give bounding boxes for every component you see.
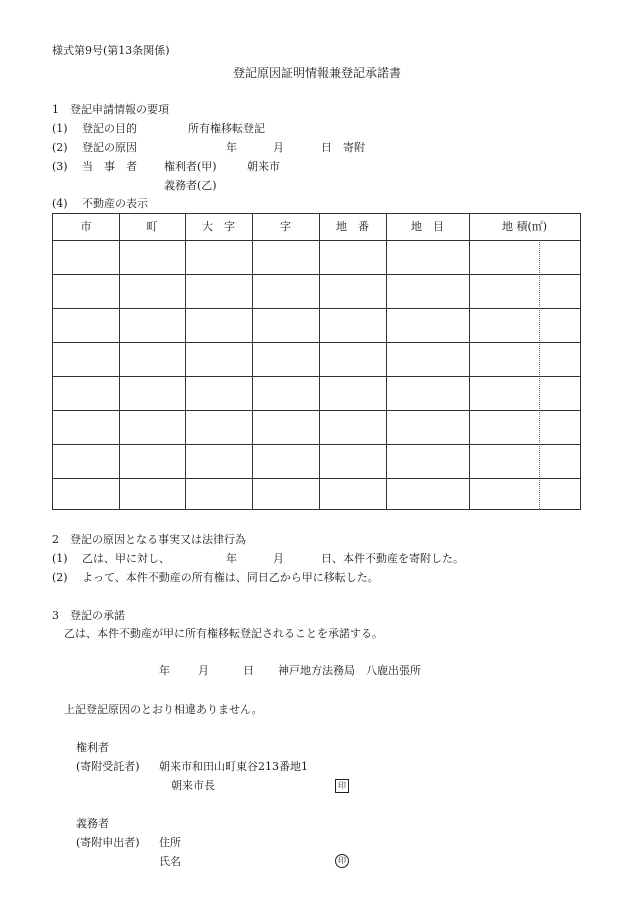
item4-num: (4): [52, 197, 68, 210]
table-col-divider: [185, 214, 186, 509]
obligor-label: 義務者: [76, 817, 109, 830]
header-town: 町: [146, 220, 158, 233]
table-row-divider: [53, 376, 580, 377]
item1-label: 登記の目的: [82, 122, 137, 135]
obligee-name: 朝来市長: [171, 779, 215, 792]
obligor-name-label: 氏名: [159, 855, 181, 868]
s2-item2-num: (2): [52, 571, 68, 584]
s2-item2-text: よって、本件不動産の所有権は、同日乙から甲に移転した。: [82, 571, 379, 584]
s2-item1-num: (1): [52, 552, 68, 565]
item4-label: 不動産の表示: [82, 197, 148, 210]
section3-heading: 3 登記の承諾: [52, 609, 125, 622]
date-month: 月: [198, 664, 209, 677]
item2-num: (2): [52, 141, 68, 154]
form-number: 様式第9号(第13条関係): [52, 44, 170, 57]
s2-item1-month: 月: [273, 552, 284, 565]
table-row-divider: [53, 240, 580, 241]
item1-num: (1): [52, 122, 68, 135]
table-col-divider: [252, 214, 253, 509]
table-dotted-divider: [539, 240, 540, 509]
table-row-divider: [53, 342, 580, 343]
section2-heading: 2 登記の原因となる事実又は法律行為: [52, 533, 246, 546]
table-col-divider: [319, 214, 320, 509]
party-a-label: 権利者(甲): [164, 160, 217, 173]
table-row-divider: [53, 308, 580, 309]
item2-year: 年: [226, 141, 237, 154]
party-b-label: 義務者(乙): [164, 179, 217, 192]
item3-label: 当 事 者: [82, 160, 137, 173]
obligee-label: 権利者: [76, 741, 109, 754]
party-a-value: 朝来市: [247, 160, 280, 173]
obligee-role: (寄附受託者): [76, 760, 140, 773]
header-city: 市: [80, 220, 92, 233]
confirmation-statement: 上記登記原因のとおり相違ありません。: [64, 703, 263, 716]
item2-day: 日: [321, 141, 332, 154]
s2-item1-year: 年: [226, 552, 237, 565]
table-row-divider: [53, 444, 580, 445]
obligor-role: (寄附申出者): [76, 836, 140, 849]
section1-heading: 1 登記申請情報の要項: [52, 103, 169, 116]
registry-office: 神戸地方法務局 八鹿出張所: [278, 664, 421, 677]
header-lot-number: 地 番: [336, 220, 369, 233]
s2-item1-part2: 日、本件不動産を寄附した。: [321, 552, 464, 565]
seal-circle-icon: 印: [335, 854, 349, 868]
item3-num: (3): [52, 160, 68, 173]
item2-value: 寄附: [343, 141, 365, 154]
obligor-address-label: 住所: [159, 836, 181, 849]
table-row-divider: [53, 478, 580, 479]
document-title: 登記原因証明情報兼登記承諾書: [233, 66, 402, 80]
item2-month: 月: [273, 141, 284, 154]
header-oaza: 大 字: [202, 220, 235, 233]
date-year: 年: [159, 664, 170, 677]
date-day: 日: [243, 664, 254, 677]
property-table: [52, 213, 581, 510]
obligee-address: 朝来市和田山町東谷213番地1: [159, 760, 308, 773]
item2-label: 登記の原因: [82, 141, 137, 154]
table-row-divider: [53, 410, 580, 411]
table-col-divider: [386, 214, 387, 509]
section3-text: 乙は、本件不動産が甲に所有権移転登記されることを承諾する。: [64, 627, 383, 640]
s2-item1-part1: 乙は、甲に対し、: [82, 552, 170, 565]
header-land-category: 地 目: [411, 220, 444, 233]
header-aza: 字: [280, 220, 291, 233]
seal-square-icon: 印: [335, 779, 349, 793]
table-row-divider: [53, 274, 580, 275]
table-col-divider: [119, 214, 120, 509]
table-col-divider: [469, 214, 470, 509]
item1-value: 所有権移転登記: [188, 122, 265, 135]
header-land-area: 地 積(㎡): [501, 220, 548, 233]
